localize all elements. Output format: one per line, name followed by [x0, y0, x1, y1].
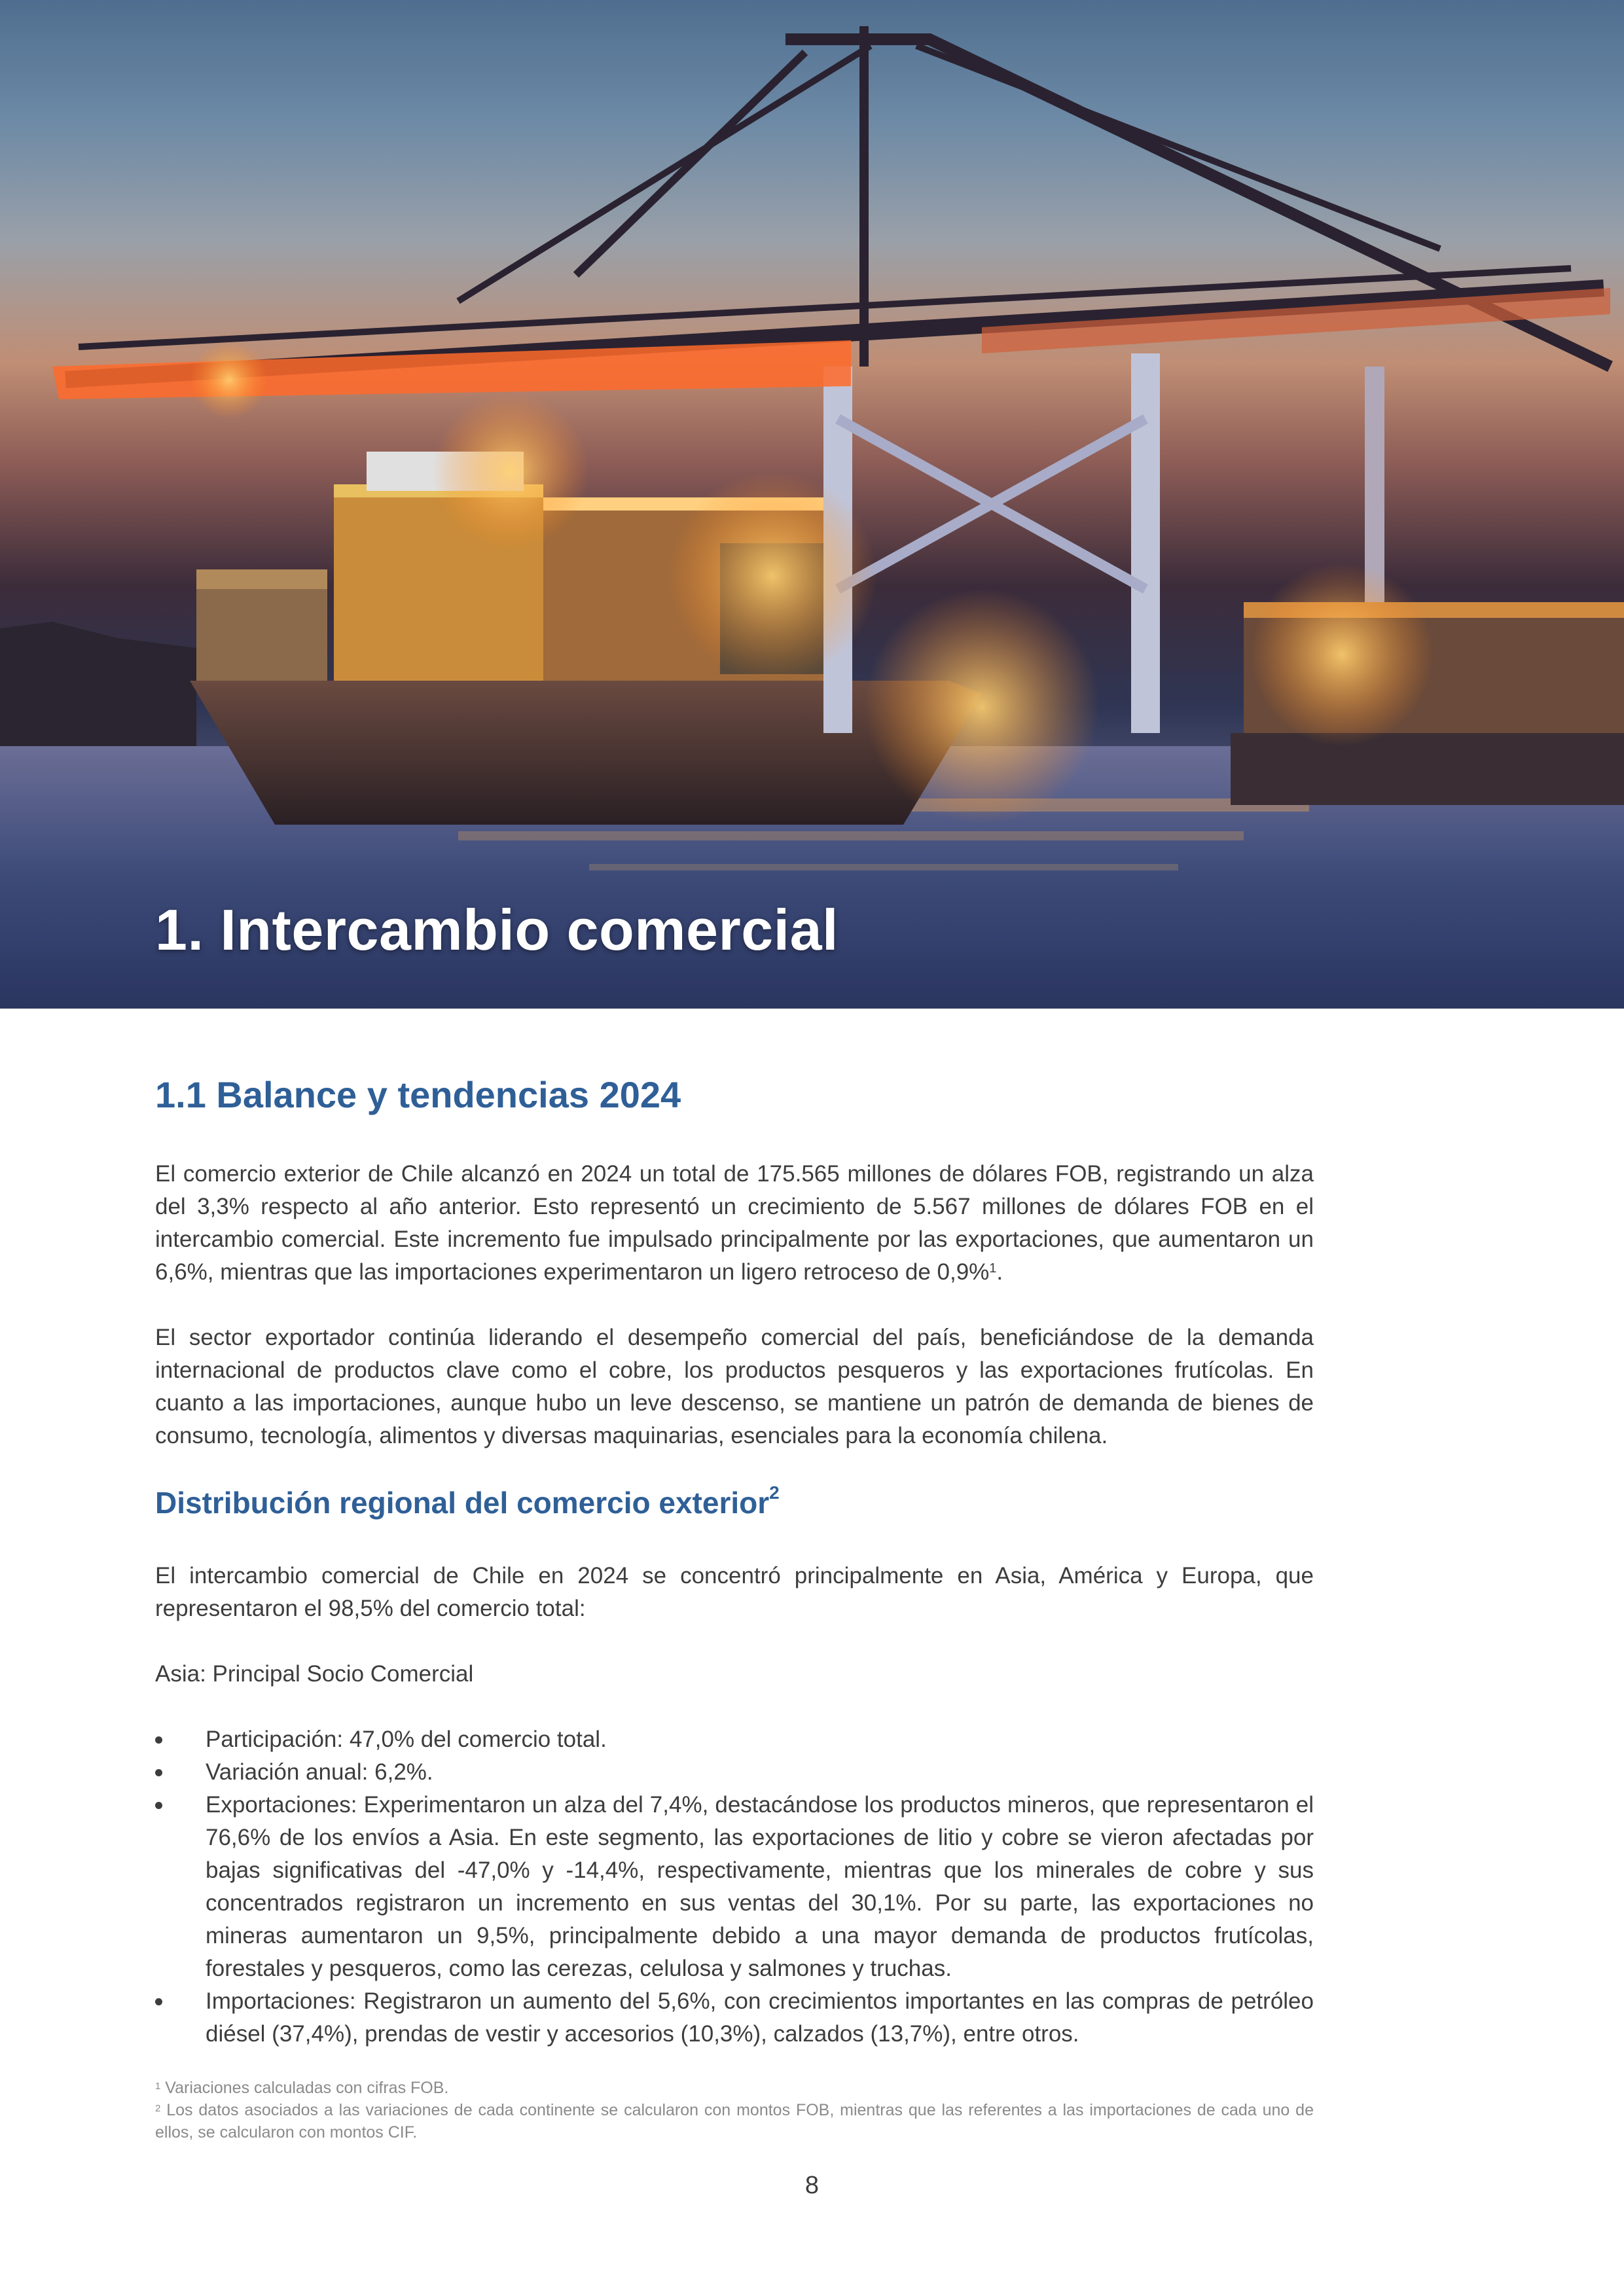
port-illustration [0, 0, 1624, 1009]
footnote-1: $^1$ Variaciones calculadas con cifras FOB. [155, 2079, 449, 2097]
subsection-heading: Distribución regional del comercio exterior$^2$ [155, 1482, 780, 1520]
footnote-2: $^2$ Los datos asociados a las variaciones de cada continente se calcularon con montos FOB, mientras que las referentes a las importaciones de cada uno de ellos, se calcularon con montos CIF. [155, 2101, 1314, 2142]
list-item: Importaciones: Registraron un aumento del 5,6%, con crecimientos importantes en las compras de petróleo diésel (37,4%), prendas de vestir y accesorios (10,3%), calzados (13,7%), entre otros. [155, 1985, 1314, 2051]
list-item: Exportaciones: Experimentaron un alza del 7,4%, destacándose los productos mineros, que representaron el 76,6% de los envíos a Asia. En este segmento, las exportaciones de litio y cobre se vieron afectadas por bajas significativas del -47,0% y -14,4%, respectivamente, mientras que los minerales de cobre y sus concentrados registraron un incremento en sus ventas del 30,1%. Por su parte, las exportaciones no mineras aumentaron un 9,5%, principalmente debido a una mayor demanda de productos frutícolas, forestales y pesqueros, como las cerezas, celulosa y salmones y truchas. [155, 1789, 1314, 1985]
subsection-intro: El intercambio comercial de Chile en 2024 se concentró principalmente en Asia, América y Europa, que representaron el 98,5% del comercio total: [155, 1563, 1314, 1621]
section-heading: 1.1 Balance y tendencias 2024 [155, 1074, 681, 1115]
footnote-ref-1[interactable]: 1 [989, 1261, 997, 1276]
paragraph-2: El sector exportador continúa liderando el desempeño comercial del país, beneficiándose de la demanda internacional de productos clave como el cobre, los productos pesqueros y las exportaciones frutícolas. En cuanto a las importaciones, aunque hubo un leve descenso, se mantiene un patrón de demanda de bienes de consumo, tecnología, alimentos y diversas maquinarias, esenciales para la economía chilena. [155, 1325, 1314, 1448]
asia-label: Asia: Principal Socio Comercial [155, 1661, 474, 1687]
paragraph-1: El comercio exterior de Chile alcanzó en 2024 un total de 175.565 millones de dólares FOB, registrando un alza del 3,3% respecto al año anterior. Esto representó un crecimiento de 5.567 millones de dólares FOB en el intercambio comercial. Este incremento fue impulsado principalmente por las exportaciones, que aumentaron un 6,6%, mientras que las importaciones experimentaron un ligero retroceso de 0,9%$^1$. [155, 1161, 1314, 1285]
bullet-icon [155, 1998, 162, 2005]
footnote-ref-2[interactable]: 2 [769, 1482, 780, 1503]
bullet-icon [155, 1736, 162, 1744]
list-item: Variación anual: 6,2%. [155, 1756, 1314, 1789]
asia-bullet-list [155, 1723, 1314, 2051]
main-content [155, 1073, 1314, 2144]
bullet-icon [155, 1769, 162, 1776]
page-title: 1. Intercambio comercial [155, 897, 839, 962]
hero-image [0, 0, 1624, 1009]
page-number: 8 [804, 2172, 820, 2199]
footnotes [155, 2077, 1314, 2144]
list-item: Participación: 47,0% del comercio total. [155, 1723, 1314, 1756]
bullet-icon [155, 1802, 162, 1809]
